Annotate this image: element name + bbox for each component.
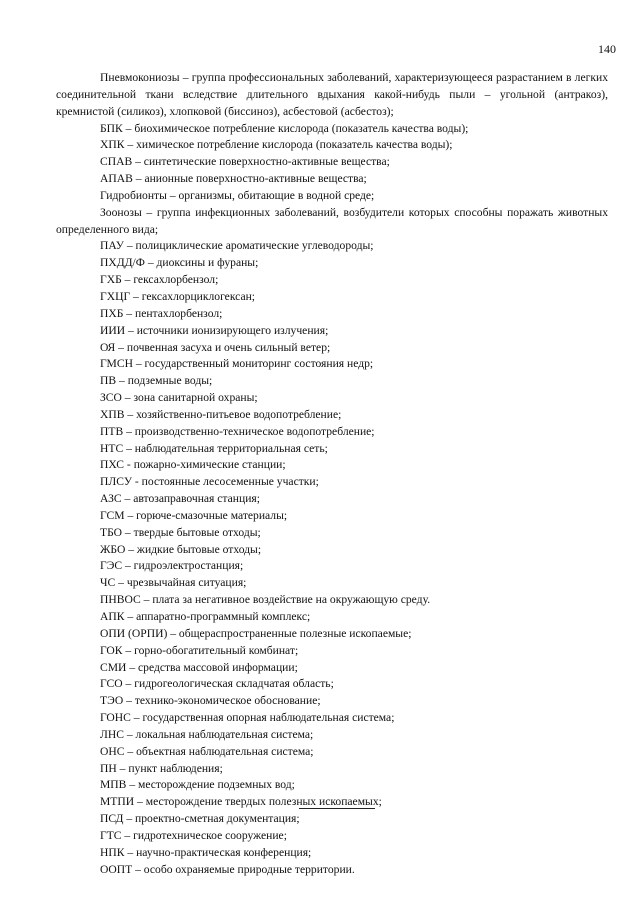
abbreviation-entry: АПАВ – анионные поверхностно-активные вещества;	[100, 172, 367, 186]
entries-group-2	[56, 238, 608, 878]
abbreviation-entry: НПК – научно-практическая конференция;	[100, 845, 312, 859]
abbreviation-entry: СПАВ – синтетические поверхностно-активные вещества;	[100, 155, 390, 169]
abbreviation-entry: ОНС – объектная наблюдательная система;	[100, 744, 314, 758]
zoonoses-paragraph: Зоонозы – группа инфекционных заболеваний, возбудители которых способны поражать животных определенного вида;	[56, 205, 608, 236]
abbreviation-entry: НТС – наблюдательная территориальная сеть;	[100, 441, 328, 455]
page-number: 140	[598, 42, 616, 56]
abbreviation-entry: ГСО – гидрогеологическая складчатая область;	[100, 677, 334, 691]
abbreviation-entry: ОЯ – почвенная засуха и очень сильный ветер;	[100, 340, 331, 354]
abbreviation-entry: ЗСО – зона санитарной охраны;	[100, 391, 258, 405]
abbreviation-entry: ЧС – чрезвычайная ситуация;	[100, 576, 247, 590]
abbreviation-entry: ГОНС – государственная опорная наблюдательная система;	[100, 711, 395, 725]
abbreviation-entry: АЗС – автозаправочная станция;	[100, 492, 260, 506]
abbreviation-entry: ХПК – химическое потребление кислорода (показатель качества воды);	[100, 138, 453, 152]
abbreviation-entry: ПТВ – производственно-техническое водопотребление;	[100, 424, 375, 438]
abbreviation-entry: ХПВ – хозяйственно-питьевое водопотребление;	[100, 407, 342, 421]
abbreviation-entry: ПХДД/Ф – диоксины и фураны;	[100, 256, 259, 270]
abbreviation-entry: ПХБ – пентахлорбензол;	[100, 306, 223, 320]
abbreviation-entry: ЛНС – локальная наблюдательная система;	[100, 727, 314, 741]
abbreviation-entry: ГМСН – государственный мониторинг состояния недр;	[100, 357, 374, 371]
abbreviation-entry: ПАУ – полициклические ароматические углеводороды;	[100, 239, 374, 253]
abbreviation-entry: ТБО – твердые бытовые отходы;	[100, 525, 261, 539]
abbreviation-entry: ПЛСУ - постоянные лесосеменные участки;	[100, 475, 319, 489]
abbreviation-entry: ГОК – горно-обогатительный комбинат;	[100, 643, 299, 657]
abbreviation-entry: ОПИ (ОРПИ) – общераспространенные полезные ископаемые;	[100, 626, 412, 640]
abbreviation-entry: ПСД – проектно-сметная документация;	[100, 812, 300, 826]
abbreviation-entry: Гидробионты – организмы, обитающие в водной среде;	[100, 188, 375, 202]
abbreviation-entry: ООПТ – особо охраняемые природные территории.	[100, 862, 355, 876]
abbreviation-entry: ПН – пункт наблюдения;	[100, 761, 223, 775]
abbreviation-entry: МПВ – месторождение подземных вод;	[100, 778, 295, 792]
abbreviation-entry: ПХС - пожарно-химические станции;	[100, 458, 286, 472]
abbreviation-entry: ПВ – подземные воды;	[100, 374, 213, 388]
abbreviation-entry: ПНВОС – плата за негативное воздействие на окружающую среду.	[100, 593, 431, 607]
abbreviation-entry: ИИИ – источники ионизирующего излучения;	[100, 323, 329, 337]
abbreviation-entry: АПК – аппаратно-программный комплекс;	[100, 610, 311, 623]
abbreviation-entry: ГТС – гидротехническое сооружение;	[100, 828, 287, 842]
end-divider	[299, 808, 375, 809]
pneumoconiosis-paragraph: Пневмокониозы – группа профессиональных заболеваний, характеризующееся разрастанием в легких соединительной ткани вследствие длительного вдыхания какой-нибудь пыли – угольной (антракоз), кремнистой (силикоз), хлопковой (биссиноз), асбестовой (асбестоз);	[56, 71, 608, 118]
abbreviation-entry: ГЭС – гидроэлектростанция;	[100, 559, 244, 573]
abbreviations-list	[56, 70, 608, 879]
abbreviation-entry: ТЭО – технико-экономическое обоснование;	[100, 694, 321, 708]
abbreviation-entry: ЖБО – жидкие бытовые отходы;	[100, 542, 262, 556]
abbreviation-entry: ГСМ – горюче-смазочные материалы;	[100, 508, 288, 522]
abbreviation-entry: МТПИ – месторождение твердых полезных ископаемых;	[100, 795, 382, 809]
entries-group-1	[56, 121, 608, 205]
abbreviation-entry: БПК – биохимическое потребление кислорода (показатель качества воды);	[100, 121, 469, 135]
abbreviation-entry: ГХБ – гексахлорбензол;	[100, 273, 219, 287]
abbreviation-entry: СМИ – средства массовой информации;	[100, 660, 298, 674]
abbreviation-entry: ГХЦГ – гексахлорциклогексан;	[100, 289, 256, 303]
